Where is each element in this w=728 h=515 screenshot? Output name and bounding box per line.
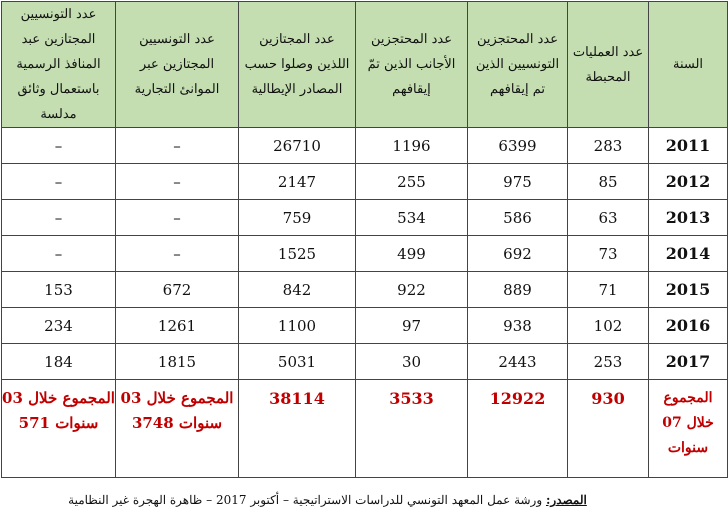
cell-ports: 672 bbox=[116, 272, 239, 308]
source-label: المصدر: bbox=[545, 493, 587, 507]
cell-italy: 1100 bbox=[239, 308, 356, 344]
cell-italy: 759 bbox=[239, 200, 356, 236]
cell-operations: 71 bbox=[568, 272, 649, 308]
cell-forged: – bbox=[2, 164, 116, 200]
source-note bbox=[0, 490, 655, 510]
total-foreigners: 3533 bbox=[356, 380, 468, 478]
statistics-table-container bbox=[1, 1, 714, 478]
header-arrived-italy: عدد المجتازين اللذين وصلوا حسب المصادر الإيطالية bbox=[239, 2, 356, 128]
cell-forged: 184 bbox=[2, 344, 116, 380]
migration-statistics-table bbox=[1, 1, 728, 478]
header-foreigners-arrested: عدد المحتجزين الأجانب الذين تمّ إيقافهم bbox=[356, 2, 468, 128]
cell-italy: 1525 bbox=[239, 236, 356, 272]
table-row bbox=[2, 164, 728, 200]
cell-italy: 26710 bbox=[239, 128, 356, 164]
cell-tunisians: 2443 bbox=[468, 344, 568, 380]
cell-ports: 1261 bbox=[116, 308, 239, 344]
header-via-official-forged: عدد التونسيين المجتازين عبد المنافذ الرسمية باستعمال وثائق مدلسة bbox=[2, 2, 116, 128]
cell-tunisians: 938 bbox=[468, 308, 568, 344]
cell-tunisians: 6399 bbox=[468, 128, 568, 164]
cell-ports: – bbox=[116, 128, 239, 164]
cell-tunisians: 692 bbox=[468, 236, 568, 272]
header-tunisians-arrested: عدد المحتجزين التونسيين الذين تم إيقافهم bbox=[468, 2, 568, 128]
cell-forged: – bbox=[2, 200, 116, 236]
total-tunisians: 12922 bbox=[468, 380, 568, 478]
cell-forged: 234 bbox=[2, 308, 116, 344]
cell-forged: – bbox=[2, 128, 116, 164]
total-label: المجموع خلال 07 سنوات bbox=[649, 380, 728, 478]
total-operations: 930 bbox=[568, 380, 649, 478]
cell-operations: 85 bbox=[568, 164, 649, 200]
cell-operations: 102 bbox=[568, 308, 649, 344]
cell-operations: 253 bbox=[568, 344, 649, 380]
cell-ports: – bbox=[116, 200, 239, 236]
table-row bbox=[2, 128, 728, 164]
cell-year: 2012 bbox=[649, 164, 728, 200]
cell-forged: – bbox=[2, 236, 116, 272]
cell-forged: 153 bbox=[2, 272, 116, 308]
cell-foreigners: 255 bbox=[356, 164, 468, 200]
table-row bbox=[2, 344, 728, 380]
cell-year: 2017 bbox=[649, 344, 728, 380]
cell-foreigners: 922 bbox=[356, 272, 468, 308]
cell-foreigners: 97 bbox=[356, 308, 468, 344]
cell-tunisians: 889 bbox=[468, 272, 568, 308]
table-row bbox=[2, 236, 728, 272]
cell-year: 2011 bbox=[649, 128, 728, 164]
cell-foreigners: 1196 bbox=[356, 128, 468, 164]
cell-foreigners: 30 bbox=[356, 344, 468, 380]
table-row bbox=[2, 200, 728, 236]
cell-tunisians: 586 bbox=[468, 200, 568, 236]
cell-italy: 5031 bbox=[239, 344, 356, 380]
cell-italy: 842 bbox=[239, 272, 356, 308]
cell-ports: – bbox=[116, 236, 239, 272]
cell-year: 2016 bbox=[649, 308, 728, 344]
cell-operations: 63 bbox=[568, 200, 649, 236]
total-ports: المجموع خلال 03 سنوات 3748 bbox=[116, 380, 239, 478]
cell-ports: – bbox=[116, 164, 239, 200]
header-via-ports: عدد التونسيين المجتازين عبر الموانئ التجارية bbox=[116, 2, 239, 128]
cell-operations: 283 bbox=[568, 128, 649, 164]
table-row bbox=[2, 308, 728, 344]
cell-year: 2014 bbox=[649, 236, 728, 272]
cell-operations: 73 bbox=[568, 236, 649, 272]
header-row bbox=[2, 2, 728, 128]
total-forged: المجموع خلال 03 سنوات 571 bbox=[2, 380, 116, 478]
source-text: ورشة عمل المعهد التونسي للدراسات الاستراتيجية – أكتوبر 2017 – ظاهرة الهجرة غير النظامية bbox=[68, 493, 543, 507]
table-row bbox=[2, 272, 728, 308]
total-italy: 38114 bbox=[239, 380, 356, 478]
cell-foreigners: 499 bbox=[356, 236, 468, 272]
cell-year: 2013 bbox=[649, 200, 728, 236]
total-row bbox=[2, 380, 728, 478]
cell-year: 2015 bbox=[649, 272, 728, 308]
cell-tunisians: 975 bbox=[468, 164, 568, 200]
cell-ports: 1815 bbox=[116, 344, 239, 380]
cell-foreigners: 534 bbox=[356, 200, 468, 236]
header-year: السنة bbox=[649, 2, 728, 128]
header-operations: عدد العمليات المحبطة bbox=[568, 2, 649, 128]
cell-italy: 2147 bbox=[239, 164, 356, 200]
